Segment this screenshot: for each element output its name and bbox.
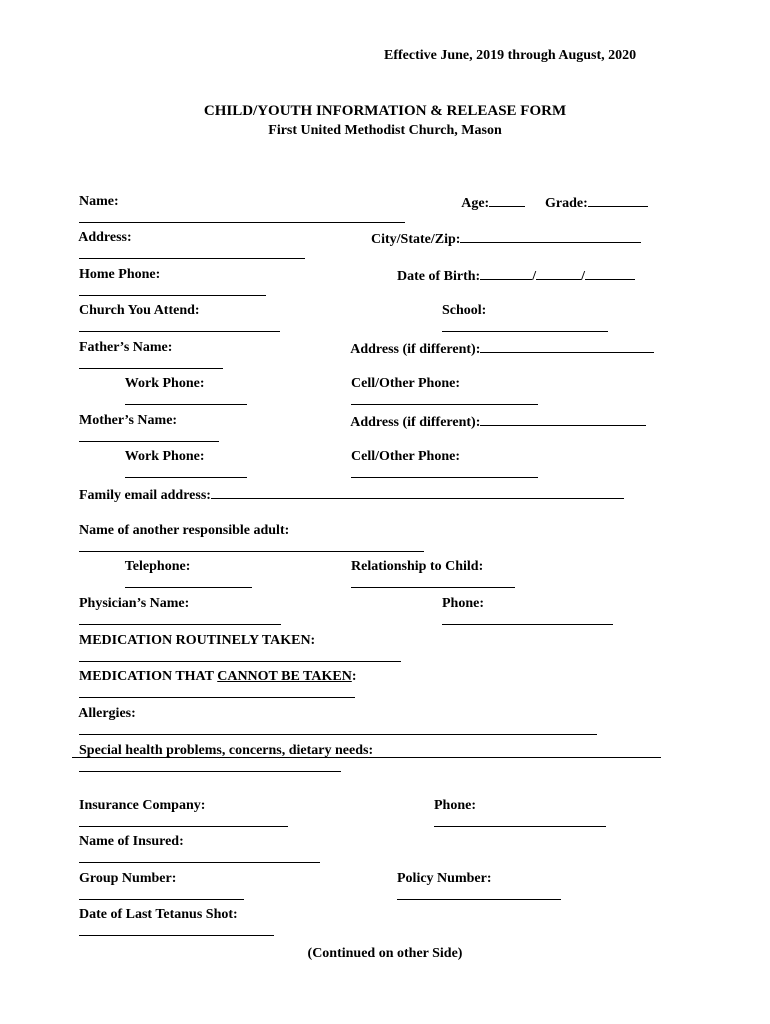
father-address-label: Address (if different): (350, 342, 481, 357)
medication-cannot-label-prefix: MEDICATION THAT (79, 669, 218, 684)
insurance-company-label: Insurance Company: (79, 798, 206, 813)
father-cell-phone-label: Cell/Other Phone: (351, 376, 461, 391)
dob-month-field[interactable] (480, 267, 532, 280)
grade-row (538, 178, 648, 212)
dob-separator: / (581, 269, 585, 284)
special-health-row (72, 727, 373, 777)
city-state-zip-label: City/State/Zip: (371, 232, 461, 247)
policy-number-label: Policy Number: (397, 871, 492, 886)
home-phone-label: Home Phone: (79, 267, 161, 282)
dob-year-field[interactable] (585, 267, 635, 280)
dob-day-field[interactable] (536, 267, 581, 280)
age-field[interactable] (489, 194, 525, 207)
insurance-phone-label: Phone: (434, 798, 476, 813)
age-row (455, 178, 525, 212)
physician-phone-label: Phone: (442, 596, 484, 611)
policy-number-row (390, 855, 561, 905)
special-health-label: Special health problems, concerns, dietary needs: (79, 743, 374, 758)
relationship-label: Relationship to Child: (351, 559, 484, 574)
physician-label: Physician’s Name: (79, 596, 190, 611)
tetanus-row (72, 891, 274, 941)
medication-routine-label: MEDICATION ROUTINELY TAKEN: (79, 633, 316, 648)
allergies-label: Allergies: (78, 706, 136, 721)
grade-field[interactable] (588, 194, 648, 207)
medication-cannot-label-suffix: : (351, 669, 357, 684)
father-work-phone-label: Work Phone: (124, 376, 205, 391)
tetanus-label: Date of Last Tetanus Shot: (79, 907, 238, 922)
family-email-label: Family email address: (79, 488, 211, 503)
group-number-label: Group Number: (79, 871, 177, 886)
father-address-field[interactable] (480, 340, 654, 353)
mother-address-field[interactable] (480, 413, 646, 426)
dob-row (390, 251, 635, 285)
father-name-label: Father’s Name: (79, 340, 173, 355)
family-email-row (72, 470, 624, 504)
mother-name-label: Mother’s Name: (79, 413, 178, 428)
physician-phone-row (435, 580, 613, 630)
mother-address-label: Address (if different): (350, 415, 481, 430)
insurance-phone-field[interactable] (434, 814, 606, 827)
grade-label: Grade: (545, 196, 588, 211)
continued-note: (Continued on other Side) (307, 946, 463, 961)
effective-dates: Effective June, 2019 through August, 2020 (384, 48, 637, 63)
dob-label: Date of Birth: (397, 269, 481, 284)
mother-address-row (344, 397, 646, 431)
dob-separator: / (532, 269, 537, 284)
special-health-field[interactable] (79, 759, 341, 772)
school-label: School: (442, 303, 487, 318)
name-label: Name: (79, 194, 119, 209)
mother-work-phone-label: Work Phone: (124, 449, 205, 464)
insurance-phone-row (427, 782, 606, 832)
address-label: Address: (78, 230, 132, 245)
tetanus-field[interactable] (79, 923, 274, 936)
age-label: Age: (461, 196, 490, 211)
mother-cell-phone-label: Cell/Other Phone: (351, 449, 461, 464)
city-row (364, 214, 641, 248)
family-email-field[interactable] (211, 486, 624, 499)
telephone-label: Telephone: (124, 559, 191, 574)
father-address-row (344, 324, 654, 358)
policy-number-field[interactable] (397, 887, 561, 900)
medication-cannot-label-emphasis: CANNOT BE TAKEN (217, 669, 352, 684)
church-label: Church You Attend: (79, 303, 200, 318)
name-insured-label: Name of Insured: (79, 834, 184, 849)
special-health-extra-line[interactable] (72, 757, 661, 758)
form-title: CHILD/YOUTH INFORMATION & RELEASE FORM (203, 103, 567, 119)
physician-phone-field[interactable] (442, 612, 613, 625)
city-state-zip-field[interactable] (460, 230, 641, 243)
responsible-adult-label: Name of another responsible adult: (79, 523, 290, 538)
form-subtitle: First United Methodist Church, Mason (268, 123, 502, 138)
